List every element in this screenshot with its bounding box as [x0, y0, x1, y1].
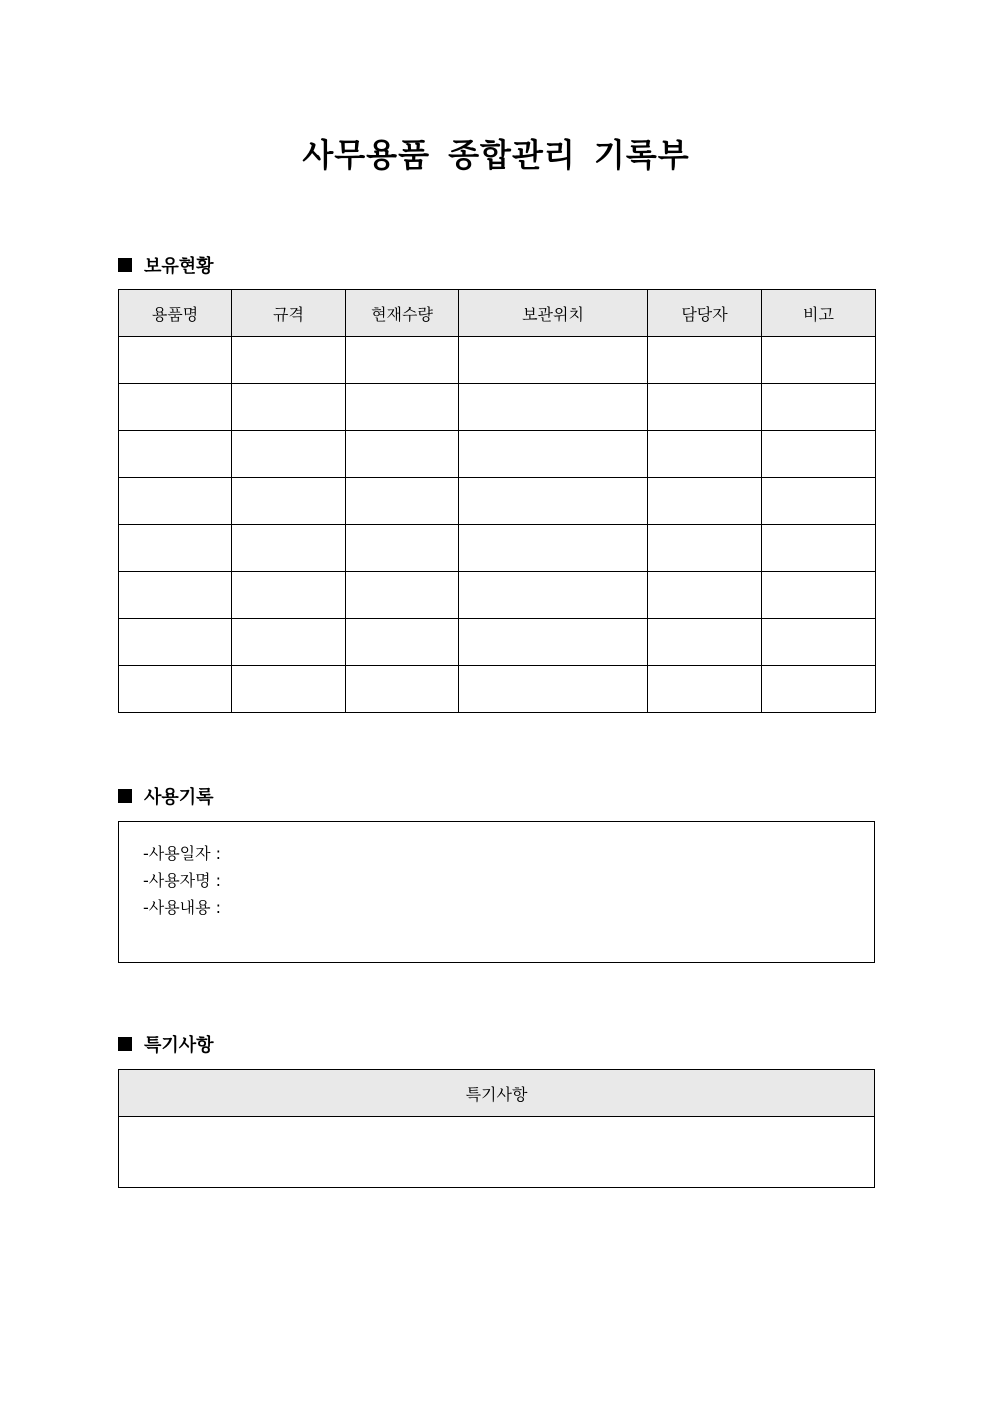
table-cell[interactable] — [459, 619, 648, 666]
table-cell[interactable] — [648, 666, 762, 713]
remarks-content[interactable] — [119, 1117, 875, 1188]
table-cell[interactable] — [119, 431, 232, 478]
table-cell[interactable] — [459, 431, 648, 478]
usage-user-field[interactable]: -사용자명 : — [143, 871, 222, 890]
table-cell[interactable] — [346, 384, 459, 431]
table-cell[interactable] — [119, 337, 232, 384]
table-cell[interactable] — [459, 337, 648, 384]
table-cell[interactable] — [648, 478, 762, 525]
table-row — [119, 384, 876, 431]
table-cell[interactable] — [346, 619, 459, 666]
usage-record-box — [118, 821, 875, 963]
section-heading-label: 특기사항 — [144, 1035, 214, 1056]
section-heading-label: 보유현황 — [144, 256, 214, 277]
table-cell[interactable] — [346, 666, 459, 713]
table-cell[interactable] — [762, 431, 876, 478]
column-header: 담당자 — [648, 290, 762, 337]
column-header: 용품명 — [119, 290, 232, 337]
table-row — [119, 572, 876, 619]
usage-content-field[interactable]: -사용내용 : — [143, 898, 222, 917]
holdings-table — [118, 289, 876, 713]
table-cell[interactable] — [119, 478, 232, 525]
table-cell[interactable] — [762, 666, 876, 713]
table-cell[interactable] — [232, 619, 346, 666]
section-heading-remarks — [118, 1032, 214, 1056]
table-row — [119, 525, 876, 572]
table-cell[interactable] — [459, 384, 648, 431]
table-cell[interactable] — [648, 572, 762, 619]
square-bullet-icon — [118, 1037, 132, 1051]
table-cell[interactable] — [459, 525, 648, 572]
remarks-table — [118, 1069, 875, 1188]
table-cell[interactable] — [232, 525, 346, 572]
table-cell[interactable] — [762, 619, 876, 666]
section-heading-usage — [118, 784, 214, 808]
table-cell[interactable] — [346, 572, 459, 619]
table-cell[interactable] — [459, 478, 648, 525]
table-row — [119, 1117, 875, 1188]
table-row — [119, 431, 876, 478]
square-bullet-icon — [118, 258, 132, 272]
table-cell[interactable] — [119, 572, 232, 619]
table-cell[interactable] — [762, 337, 876, 384]
section-heading-label: 사용기록 — [144, 787, 214, 808]
table-cell[interactable] — [119, 525, 232, 572]
table-cell[interactable] — [459, 572, 648, 619]
table-cell[interactable] — [648, 337, 762, 384]
column-header: 규격 — [232, 290, 346, 337]
column-header: 현재수량 — [346, 290, 459, 337]
table-header-row — [119, 1070, 875, 1117]
page-title: 사무용품 종합관리 기록부 — [302, 136, 690, 174]
table-cell[interactable] — [346, 478, 459, 525]
table-cell[interactable] — [232, 337, 346, 384]
table-cell[interactable] — [762, 525, 876, 572]
remarks-header: 특기사항 — [119, 1070, 875, 1117]
table-header-row — [119, 290, 876, 337]
table-cell[interactable] — [232, 384, 346, 431]
table-cell[interactable] — [346, 337, 459, 384]
square-bullet-icon — [118, 789, 132, 803]
table-cell[interactable] — [119, 384, 232, 431]
table-cell[interactable] — [762, 572, 876, 619]
table-row — [119, 666, 876, 713]
table-cell[interactable] — [648, 525, 762, 572]
table-cell[interactable] — [762, 384, 876, 431]
table-cell[interactable] — [232, 478, 346, 525]
table-cell[interactable] — [459, 666, 648, 713]
table-cell[interactable] — [762, 478, 876, 525]
table-cell[interactable] — [648, 619, 762, 666]
table-row — [119, 478, 876, 525]
table-row — [119, 337, 876, 384]
table-cell[interactable] — [232, 572, 346, 619]
section-heading-holdings — [118, 253, 214, 277]
table-cell[interactable] — [346, 525, 459, 572]
table-cell[interactable] — [119, 666, 232, 713]
column-header: 보관위치 — [459, 290, 648, 337]
usage-record-lines — [143, 840, 221, 921]
table-cell[interactable] — [648, 431, 762, 478]
table-cell[interactable] — [119, 619, 232, 666]
table-row — [119, 619, 876, 666]
table-cell[interactable] — [346, 431, 459, 478]
table-cell[interactable] — [232, 666, 346, 713]
table-cell[interactable] — [648, 384, 762, 431]
usage-date-field[interactable]: -사용일자 : — [143, 844, 222, 863]
column-header: 비고 — [762, 290, 876, 337]
table-cell[interactable] — [232, 431, 346, 478]
